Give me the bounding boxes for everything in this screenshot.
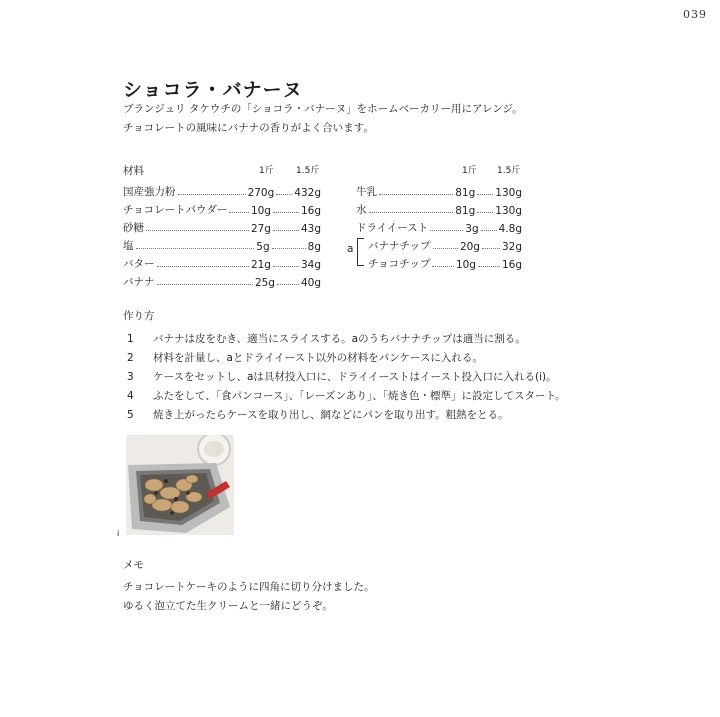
- step-number: 1: [127, 332, 134, 345]
- col-header-1: 1斤: [462, 166, 477, 176]
- ingredient-name: ドライイースト: [356, 222, 429, 234]
- method-step: [123, 367, 566, 386]
- method-step: [123, 405, 566, 424]
- ingredient-row: [356, 181, 522, 199]
- col-header-2: 1.5斤: [296, 166, 320, 176]
- step-text: 材料を計量し、aとドライイースト以外の材料をパンケースに入れる。: [153, 352, 483, 364]
- ingredient-amount-2: 16g: [501, 259, 522, 271]
- step-number: 2: [127, 351, 134, 364]
- ingredient-name: バナナチップ: [368, 240, 431, 252]
- ingredient-amount-1: 81g: [455, 187, 476, 199]
- photo-label: i: [117, 529, 120, 538]
- ingredient-amount-1: 25g: [254, 277, 275, 289]
- ingredient-row: [356, 235, 522, 253]
- col-header-2: 1.5斤: [497, 166, 521, 176]
- ingredient-amount-2: 130g: [495, 205, 522, 217]
- bread-case-photo: [126, 435, 234, 535]
- ingredient-row: [356, 253, 522, 271]
- ingredient-amount-1: 5g: [256, 241, 270, 253]
- ingredient-name: 砂糖: [123, 222, 144, 234]
- ingredient-amount-2: 34g: [300, 259, 321, 271]
- photo-illustration: [126, 435, 234, 535]
- ingredient-amount-1: 10g: [455, 259, 476, 271]
- method-step: [123, 348, 566, 367]
- ingredients-left: [123, 163, 321, 289]
- ingredient-name: バナナ: [123, 276, 155, 288]
- ingredient-amount-1: 270g: [247, 187, 275, 199]
- ingredient-amount-2: 4.8g: [498, 223, 522, 235]
- ingredients-heading: 材料: [123, 165, 144, 177]
- ingredients-right: [356, 163, 522, 271]
- ingredient-name: チョコチップ: [368, 258, 431, 270]
- ingredient-row: [123, 199, 321, 217]
- recipe-title: ショコラ・バナーヌ: [123, 79, 303, 101]
- intro-line: ブランジュリ タケウチの「ショコラ・バナーヌ」をホームベーカリー用にアレンジ。: [123, 103, 523, 115]
- ingredient-name: チョコレートパウダー: [123, 204, 228, 216]
- method-step: [123, 329, 566, 348]
- ingredient-name: 水: [356, 204, 367, 216]
- page-number: 039: [683, 8, 707, 21]
- ingredient-amount-1: 27g: [250, 223, 271, 235]
- ingredient-amount-1: 81g: [455, 205, 476, 217]
- group-bracket: [357, 238, 364, 266]
- step-text: バナナは皮をむき、適当にスライスする。aのうちバナナチップは適当に割る。: [153, 333, 526, 345]
- ingredient-name: 国産強力粉: [123, 186, 176, 198]
- ingredient-amount-1: 20g: [459, 241, 480, 253]
- ingredient-amount-1: 3g: [465, 223, 479, 235]
- col-header-1: 1斤: [259, 166, 274, 176]
- memo-heading: メモ: [123, 559, 144, 571]
- intro-line: チョコレートの風味にバナナの香りがよく合います。: [123, 122, 374, 134]
- ingredient-row: [123, 217, 321, 235]
- step-text: ケースをセットし、aは具材投入口に、ドライイーストはイースト投入口に入れる(i)。: [153, 371, 557, 383]
- step-text: ふたをして、「食パンコース」、「レーズンあり」、「焼き色・標準」に設定してスタート。: [153, 390, 566, 402]
- ingredient-amount-2: 432g: [294, 187, 321, 199]
- ingredient-row: [123, 271, 321, 289]
- method-section: [123, 308, 566, 424]
- ingredient-amount-1: 10g: [250, 205, 271, 217]
- ingredient-amount-2: 130g: [495, 187, 522, 199]
- group-label: a: [347, 243, 354, 255]
- ingredient-amount-2: 8g: [307, 241, 321, 253]
- step-number: 5: [127, 408, 134, 421]
- ingredient-row: [123, 181, 321, 199]
- recipe-intro: [123, 100, 523, 138]
- ingredient-amount-2: 43g: [300, 223, 321, 235]
- ingredient-amount-2: 40g: [300, 277, 321, 289]
- ingredient-row: [123, 253, 321, 271]
- ingredient-row: [123, 235, 321, 253]
- ingredient-amount-2: 32g: [501, 241, 522, 253]
- ingredient-row: [356, 199, 522, 217]
- memo-line: チョコレートケーキのように四角に切り分けました。: [123, 581, 375, 593]
- step-text: 焼き上がったらケースを取り出し、網などにパンを取り出す。粗熱をとる。: [153, 409, 509, 421]
- ingredient-amount-2: 16g: [300, 205, 321, 217]
- method-heading: 作り方: [123, 310, 155, 322]
- ingredient-row: [356, 217, 522, 235]
- ingredient-name: 塩: [123, 240, 134, 252]
- memo-section: [123, 556, 374, 616]
- memo-line: ゆるく泡立てた生クリームと一緒にどうぞ。: [123, 600, 333, 612]
- step-number: 4: [127, 389, 134, 402]
- step-number: 3: [127, 370, 134, 383]
- ingredient-name: バター: [123, 258, 155, 270]
- ingredient-name: 牛乳: [356, 186, 377, 198]
- method-step: [123, 386, 566, 405]
- ingredient-amount-1: 21g: [250, 259, 271, 271]
